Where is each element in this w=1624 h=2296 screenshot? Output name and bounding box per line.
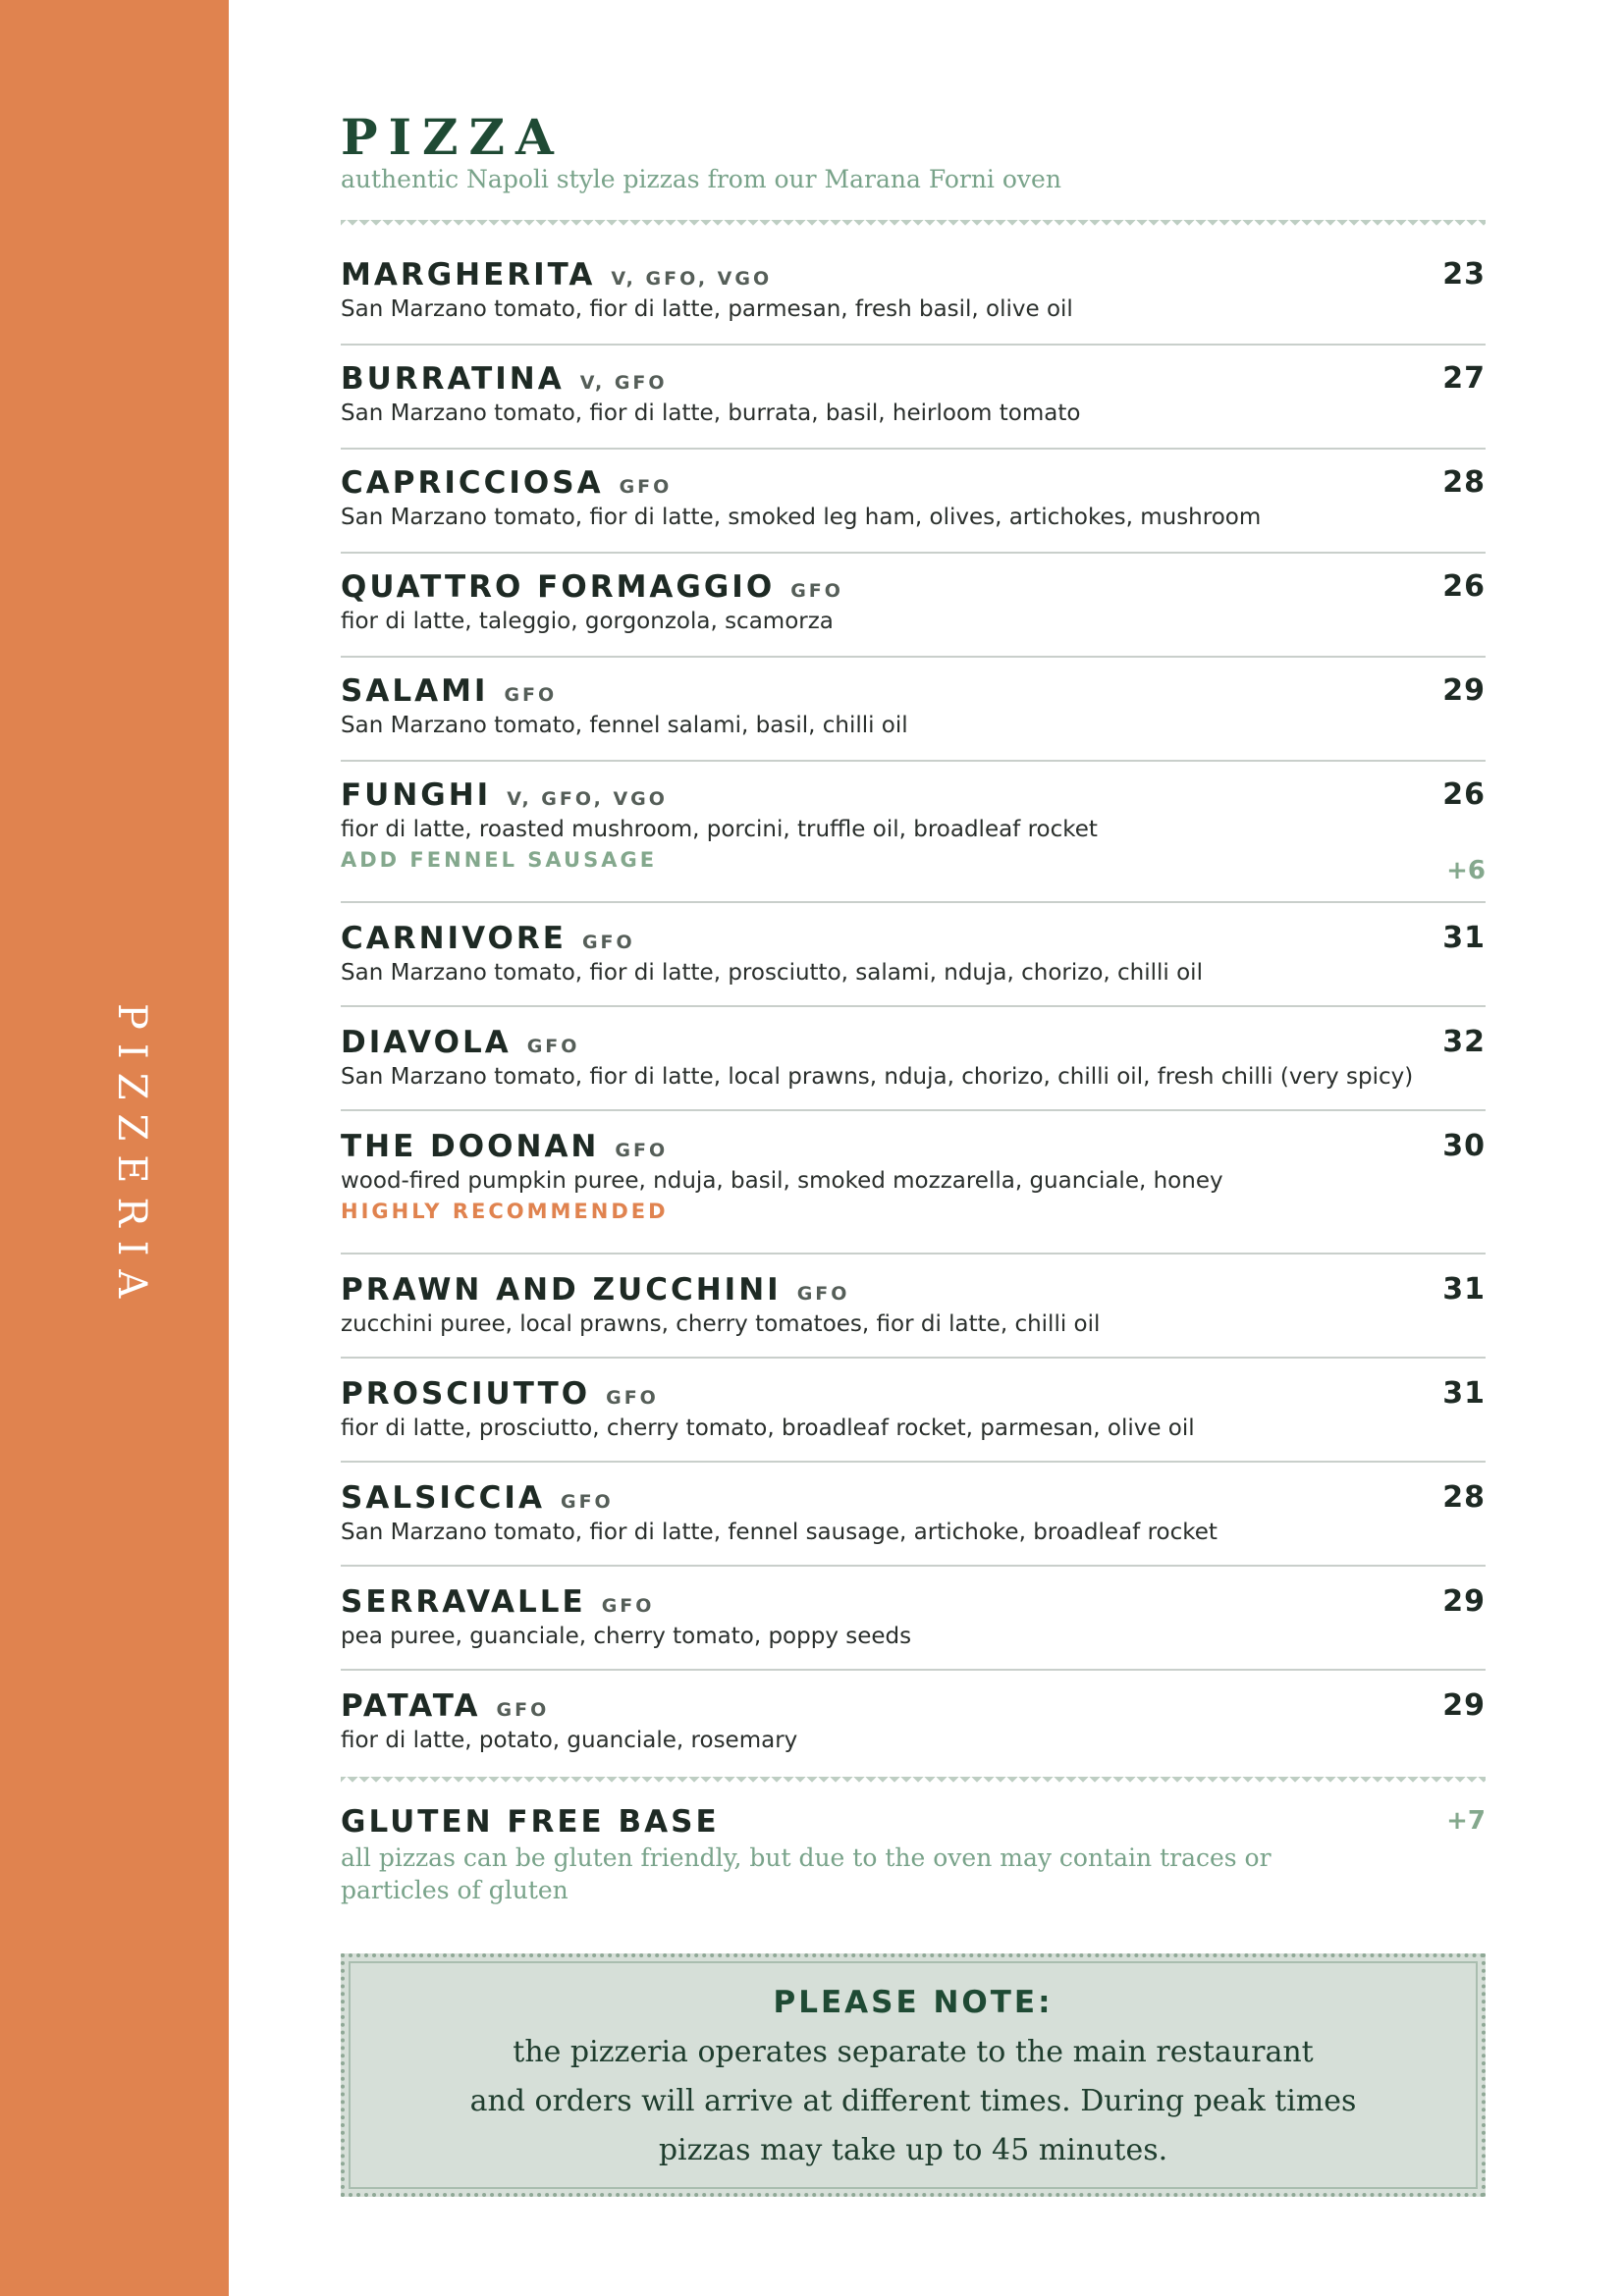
menu-item <box>341 1584 1486 1649</box>
item-tags: V, GFO <box>579 372 668 394</box>
zigzag-divider-top <box>341 220 1486 232</box>
item-tags: GFO <box>615 1140 669 1161</box>
item-addon: ADD FENNEL SAUSAGE <box>341 848 658 872</box>
divider <box>341 448 1486 450</box>
item-tags: GFO <box>619 476 673 498</box>
item-tags: GFO <box>601 1595 655 1617</box>
divider <box>341 552 1486 554</box>
item-price: 29 <box>1442 1688 1486 1723</box>
item-description: pea puree, guanciale, cherry tomato, poppy seeds <box>341 1624 912 1649</box>
section-title: PIZZA <box>341 108 565 166</box>
note-body <box>345 2028 1482 2175</box>
item-description: San Marzano tomato, fior di latte, burrata, basil, heirloom tomato <box>341 400 1081 426</box>
item-price: 28 <box>1442 465 1486 500</box>
divider <box>341 901 1486 903</box>
divider <box>341 1357 1486 1359</box>
item-tags: GFO <box>606 1387 659 1409</box>
item-name: DIAVOLA <box>341 1025 512 1060</box>
sidebar-title: PIZZERIA <box>109 1003 154 1312</box>
item-name: MARGHERITA <box>341 257 596 293</box>
menu-item <box>341 1272 1486 1337</box>
menu-item <box>341 257 1486 322</box>
item-description: San Marzano tomato, fior di latte, local prawns, nduja, chorizo, chilli oil, fresh chilli (very spicy) <box>341 1064 1414 1090</box>
item-price: 31 <box>1442 921 1486 955</box>
menu-item <box>341 1480 1486 1545</box>
item-price: 29 <box>1442 1584 1486 1619</box>
menu-item <box>341 361 1486 426</box>
note-line: and orders will arrive at different times. During peak times <box>469 2084 1357 2118</box>
gluten-free-price: +7 <box>1446 1806 1486 1836</box>
menu-item <box>341 1129 1486 1223</box>
recommended-badge: HIGHLY RECOMMENDED <box>341 1200 669 1223</box>
menu-item <box>341 921 1486 986</box>
section-subtitle: authentic Napoli style pizzas from our Marana Forni oven <box>341 165 1061 193</box>
menu-item <box>341 465 1486 530</box>
item-name: QUATTRO FORMAGGIO <box>341 569 776 605</box>
item-name: SERRAVALLE <box>341 1584 586 1620</box>
divider <box>341 1109 1486 1111</box>
please-note-box <box>341 1953 1486 2197</box>
menu-item <box>341 1688 1486 1753</box>
item-description: fior di latte, potato, guanciale, rosemary <box>341 1728 798 1753</box>
divider <box>341 1461 1486 1463</box>
sidebar <box>0 0 229 2296</box>
item-description: San Marzano tomato, fior di latte, smoked leg ham, olives, artichokes, mushroom <box>341 505 1262 530</box>
menu-item <box>341 1025 1486 1090</box>
item-tags: GFO <box>496 1699 550 1721</box>
item-name: SALAMI <box>341 673 489 709</box>
item-price: 23 <box>1442 257 1486 292</box>
item-price: 28 <box>1442 1480 1486 1515</box>
addon-price: +6 <box>1446 856 1486 885</box>
divider <box>341 1669 1486 1671</box>
note-line: pizzas may take up to 45 minutes. <box>658 2133 1168 2167</box>
item-tags: V, GFO, VGO <box>507 788 668 810</box>
menu-item <box>341 1376 1486 1441</box>
menu-item <box>341 569 1486 634</box>
item-price: 31 <box>1442 1376 1486 1411</box>
item-price: 32 <box>1442 1025 1486 1059</box>
item-tags: GFO <box>790 580 843 602</box>
divider <box>341 1565 1486 1567</box>
item-tags: GFO <box>526 1036 580 1057</box>
divider <box>341 1005 1486 1007</box>
item-description: fior di latte, taleggio, gorgonzola, scamorza <box>341 609 834 634</box>
item-tags: V, GFO, VGO <box>611 268 773 290</box>
item-price: 26 <box>1442 569 1486 604</box>
item-price: 27 <box>1442 361 1486 396</box>
divider <box>341 344 1486 346</box>
item-name: THE DOONAN <box>341 1129 600 1164</box>
item-price: 26 <box>1442 777 1486 812</box>
item-description: fior di latte, prosciutto, cherry tomato, broadleaf rocket, parmesan, olive oil <box>341 1415 1195 1441</box>
item-name: PATATA <box>341 1688 481 1724</box>
note-line: the pizzeria operates separate to the main restaurant <box>513 2035 1314 2069</box>
item-description: zucchini puree, local prawns, cherry tomatoes, fior di latte, chilli oil <box>341 1311 1101 1337</box>
item-description: San Marzano tomato, fior di latte, fennel sausage, artichoke, broadleaf rocket <box>341 1520 1218 1545</box>
item-tags: GFO <box>560 1491 614 1513</box>
gluten-free-description: all pizzas can be gluten friendly, but due to the oven may contain traces or particles of gluten <box>341 1843 1272 1904</box>
item-name: CARNIVORE <box>341 921 567 956</box>
item-name: PRAWN AND ZUCCHINI <box>341 1272 782 1308</box>
item-description: fior di latte, roasted mushroom, porcini, truffle oil, broadleaf rocket <box>341 817 1098 842</box>
item-price: 29 <box>1442 673 1486 708</box>
divider <box>341 760 1486 762</box>
divider <box>341 1253 1486 1255</box>
menu-item <box>341 777 1486 885</box>
item-tags: GFO <box>504 684 558 706</box>
item-name: SALSICCIA <box>341 1480 545 1516</box>
item-tags: GFO <box>796 1283 850 1305</box>
menu-item <box>341 673 1486 738</box>
zigzag-divider-bottom <box>341 1777 1486 1789</box>
item-tags: GFO <box>581 932 635 953</box>
item-price: 30 <box>1442 1129 1486 1163</box>
item-description: San Marzano tomato, fior di latte, prosciutto, salami, nduja, chorizo, chilli oil <box>341 960 1203 986</box>
item-name: PROSCIUTTO <box>341 1376 591 1412</box>
item-description: San Marzano tomato, fennel salami, basil, chilli oil <box>341 713 908 738</box>
item-name: FUNGHI <box>341 777 492 813</box>
item-name: CAPRICCIOSA <box>341 465 604 501</box>
divider <box>341 656 1486 658</box>
gluten-free-title: GLUTEN FREE BASE <box>341 1804 720 1840</box>
item-name: BURRATINA <box>341 361 565 397</box>
item-price: 31 <box>1442 1272 1486 1307</box>
note-title: PLEASE NOTE: <box>773 1985 1054 2020</box>
item-description: San Marzano tomato, fior di latte, parmesan, fresh basil, olive oil <box>341 296 1073 322</box>
item-description: wood-fired pumpkin puree, nduja, basil, smoked mozzarella, guanciale, honey <box>341 1168 1223 1194</box>
